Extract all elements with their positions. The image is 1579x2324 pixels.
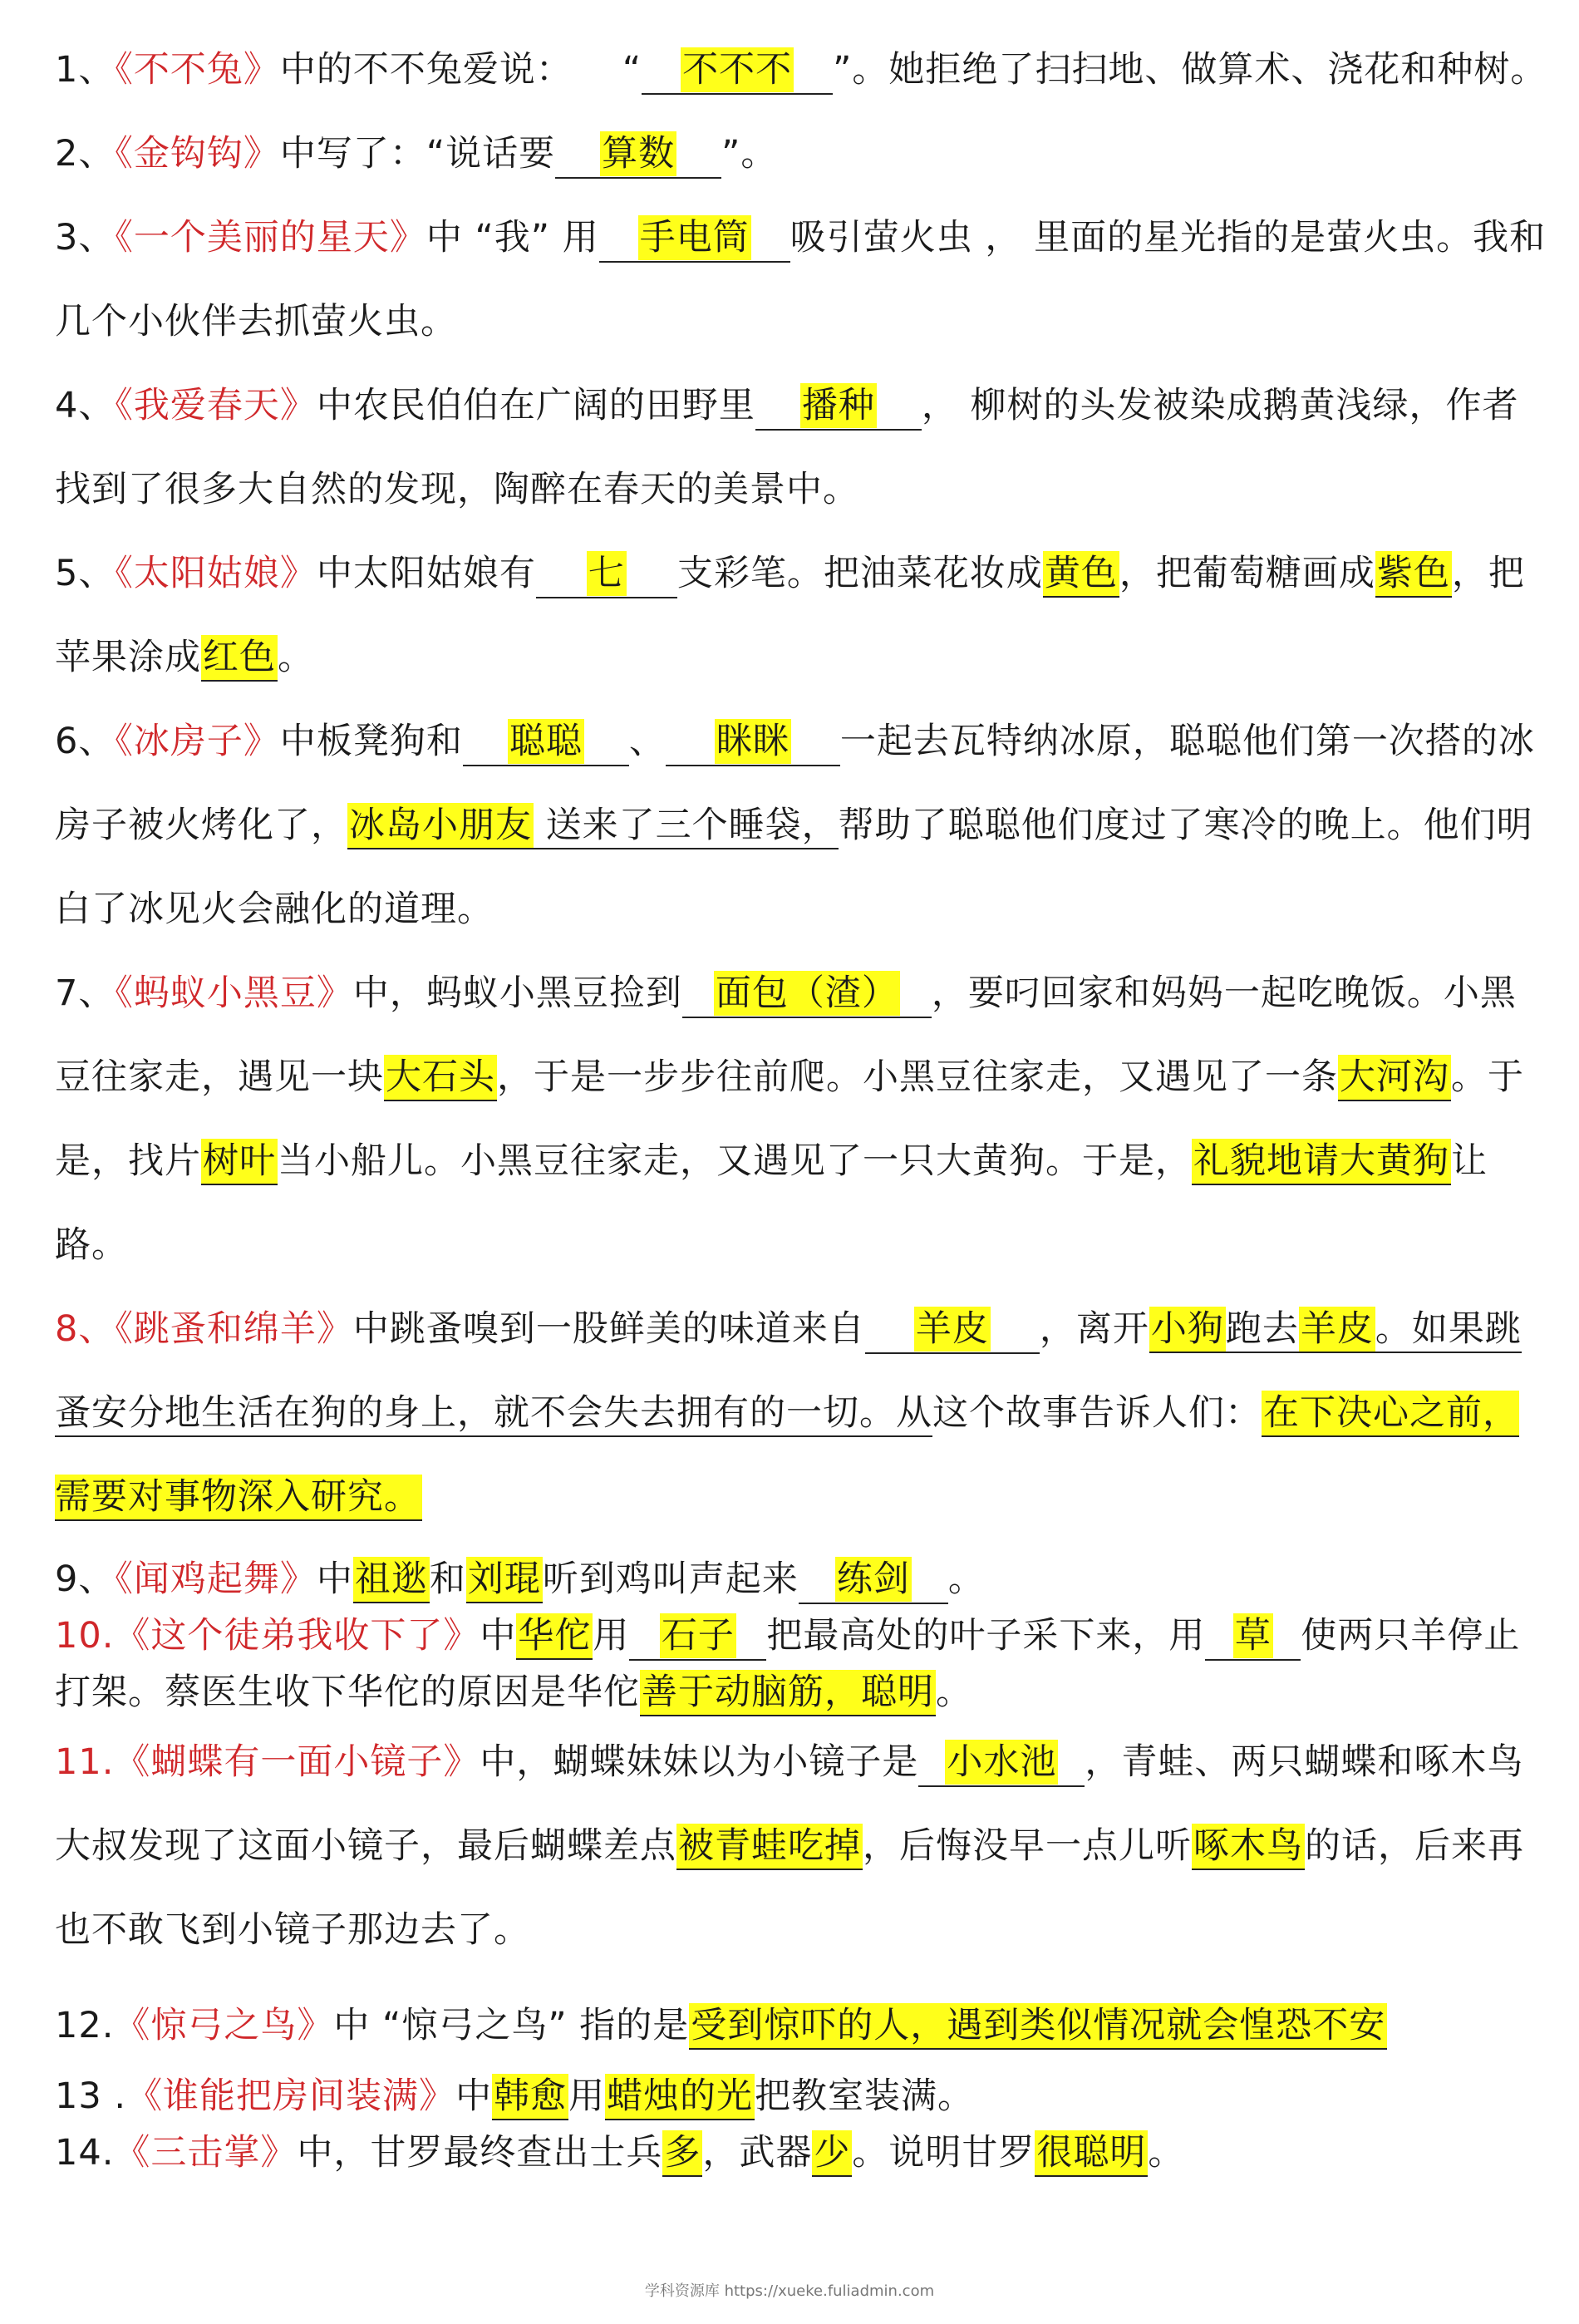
item-text: 。 <box>278 637 314 678</box>
item-number: 7、 <box>55 972 116 1014</box>
item-number: 3、 <box>55 217 116 258</box>
answer-blank <box>682 970 932 1018</box>
answer: 眯眯 <box>716 721 790 762</box>
story-title: 《蚂蚁小黑豆》 <box>115 972 353 1014</box>
story-title: 《金钩钩》 <box>115 133 280 175</box>
answer: 多 <box>662 2130 702 2177</box>
item-11 <box>55 1721 1551 1972</box>
answer-blank <box>755 382 922 431</box>
item-text: 。说明甘罗 <box>852 2132 1035 2174</box>
item-number: 4、 <box>55 385 116 426</box>
item-number: 14. <box>55 2132 115 2174</box>
item-text: 中农民伯伯在广阔的田野里 <box>316 385 755 426</box>
answer-blank <box>629 1613 766 1661</box>
answer: 羊皮 <box>1299 1307 1375 1353</box>
item-text: 。于是，找片 <box>55 1056 1524 1182</box>
answer: 羊皮 <box>915 1308 989 1350</box>
story-title: 《惊弓之鸟》 <box>114 2005 334 2046</box>
story-title: 《三击掌》 <box>114 2132 298 2174</box>
answer: 蜡烛的光 <box>605 2074 755 2120</box>
item-text: 当小船儿。小黑豆往家走，又遇见了一只大黄狗。于是， <box>278 1140 1192 1182</box>
answer-blank <box>536 550 677 598</box>
item-text: ，离开 <box>1039 1308 1149 1350</box>
answer: 韩愈 <box>492 2074 568 2120</box>
answer-blank <box>555 130 721 179</box>
item-text: 。如果跳蚤安分地生活在狗的身上，就不会失去拥有的一切。 <box>55 1308 1522 1437</box>
answer: 小狗 <box>1149 1307 1226 1353</box>
answer-blank <box>865 1306 1040 1354</box>
answer: 受到惊吓的人，遇到类似情况就会惶恐不安 <box>689 2003 1387 2050</box>
item-number: 2、 <box>55 133 116 175</box>
story-title: 《冰房子》 <box>115 721 280 762</box>
item-text: 中写了：“说话要 <box>279 133 556 175</box>
item-text: ，把葡萄糖画成 <box>1119 553 1375 594</box>
item-text: 中跳蚤嗅到一股鲜美的味道来自 <box>352 1308 865 1350</box>
item-text: 中 “惊弓之鸟” 指的是 <box>333 2005 690 2046</box>
item-text: 中 “我” 用 <box>425 217 599 258</box>
answer: 不不不 <box>682 49 793 91</box>
item-9 <box>55 1551 1551 1608</box>
story-title: 《蝴蝶有一面小镜子》 <box>114 1741 480 1783</box>
item-text: 。 <box>936 1672 972 1713</box>
item-text: 把最高处的叶子采下来，用 <box>766 1615 1206 1657</box>
item-12 <box>55 1984 1551 2068</box>
story-title: 《一个美丽的星天》 <box>115 217 426 258</box>
story-title: 《跳蚤和绵羊》 <box>115 1308 353 1350</box>
item-4 <box>55 364 1551 532</box>
item-text: ，要叼回家和妈妈一起吃晚饭。小黑豆往家走，遇见一块 <box>55 972 1517 1098</box>
item-text: 从 <box>896 1392 932 1437</box>
item-number: 9、 <box>55 1558 116 1600</box>
item-text: 中的不不兔爱说： <box>279 49 573 91</box>
answer: 树叶 <box>201 1139 278 1185</box>
item-text: 中板凳狗和 <box>279 721 463 762</box>
item-text: 中，蝴蝶妹妹以为小镜子是 <box>480 1741 919 1783</box>
worksheet <box>55 28 1551 2181</box>
item-text: ，青蛙、两只蝴蝶和啄木鸟大叔发现了这面小镜子，最后蝴蝶差点 <box>55 1741 1524 1867</box>
item-text: ”。 <box>721 133 778 175</box>
item-number: 8、 <box>55 1308 116 1350</box>
item-text: 和 <box>429 1558 466 1600</box>
item-number: 10. <box>55 1615 115 1657</box>
answer: 黄色 <box>1043 551 1119 598</box>
answer-blank <box>599 214 790 263</box>
answer: 送来了三个睡袋， <box>534 805 839 849</box>
item-text: “ <box>622 49 642 91</box>
answer: 七 <box>588 553 625 594</box>
answer: 少 <box>812 2130 852 2177</box>
item-text: ，武器 <box>702 2132 813 2174</box>
answer: 小水池 <box>947 1741 1057 1783</box>
item-text: 用 <box>568 2075 606 2117</box>
answer-blank <box>642 47 833 95</box>
answer: 祖逖 <box>353 1557 430 1603</box>
answer: 在下决心之前，需要对事物深入研究。 <box>55 1391 1519 1521</box>
story-title: 《闻鸡起舞》 <box>115 1558 317 1600</box>
item-7 <box>55 952 1551 1288</box>
story-title: 《谁能把房间装满》 <box>126 2075 456 2117</box>
item-text: 中，甘罗最终查出士兵 <box>297 2132 663 2174</box>
item-13 <box>55 2068 1551 2125</box>
item-number: 11. <box>55 1741 115 1783</box>
item-text: 使两只羊停止打架。蔡医生收下华佗的原因是华佗 <box>55 1615 1521 1713</box>
item-text: 跑去 <box>1226 1308 1299 1353</box>
story-title: 《太阳姑娘》 <box>115 553 317 594</box>
item-text: 的话，后来再也不敢飞到小镜子那边去了。 <box>55 1825 1524 1951</box>
item-text: 中，蚂蚁小黑豆捡到 <box>352 972 682 1014</box>
item-text: 支彩笔。把油菜花妆成 <box>676 553 1043 594</box>
item-text: 听到鸡叫声起来 <box>542 1558 799 1600</box>
item-text: 中太阳姑娘有 <box>316 553 536 594</box>
item-text: ，后悔没早一点儿听 <box>863 1825 1192 1867</box>
item-5 <box>55 532 1551 700</box>
item-text: 。 <box>947 1558 985 1600</box>
answer: 被青蛙吃掉 <box>676 1824 863 1870</box>
answer-blank <box>463 718 629 766</box>
answer: 石子 <box>661 1615 735 1657</box>
answer: 华佗 <box>516 1613 593 1660</box>
item-1 <box>55 28 1551 112</box>
item-text: 把教室装满。 <box>755 2075 975 2117</box>
answer: 冰岛小朋友 <box>347 803 534 849</box>
item-text: 用 <box>593 1615 630 1657</box>
item-text: 吸引萤火虫 ， 里面的星光指的是萤火虫。我和几个小伙伴去抓萤火虫。 <box>55 217 1547 342</box>
answer-blank <box>1205 1613 1301 1661</box>
item-text: 这个故事告诉人们： <box>932 1392 1262 1434</box>
answer: 面包（渣） <box>715 972 898 1014</box>
item-number: 5、 <box>55 553 116 594</box>
answer: 大河沟 <box>1338 1055 1451 1101</box>
item-text: ，于是一步步往前爬。小黑豆往家走，又遇见了一条 <box>497 1056 1338 1098</box>
answer: 善于动脑筋，聪明 <box>640 1670 936 1716</box>
answer: 算数 <box>602 133 676 175</box>
item-text: 一起去瓦特纳冰原，聪聪他们第一次搭的冰房子被火烤化了， <box>55 721 1535 846</box>
answer: 红色 <box>201 635 278 682</box>
answer-blank <box>666 718 840 766</box>
answer: 紫色 <box>1375 551 1452 598</box>
item-10 <box>55 1608 1551 1721</box>
answer: 大石头 <box>384 1055 497 1101</box>
story-title: 《我爱春天》 <box>115 385 317 426</box>
item-text: ，把苹果涂成 <box>55 553 1525 678</box>
item-text: 。 <box>1148 2132 1185 2174</box>
item-14 <box>55 2125 1551 2181</box>
item-text: ， 柳树的头发被染成鹅黄浅绿，作者找到了很多大自然的发现，陶醉在春天的美景中。 <box>55 385 1519 510</box>
item-number: 1、 <box>55 49 116 91</box>
answer: 播种 <box>801 385 875 426</box>
answer: 礼貌地请大黄狗 <box>1192 1139 1451 1185</box>
answer: 很聪明 <box>1035 2130 1148 2177</box>
story-title: 《这个徒弟我收下了》 <box>114 1615 480 1657</box>
item-text: 帮助了聪聪他们度过了寒冷的晚上。他们明白了冰见火会融化的道理。 <box>55 805 1533 930</box>
item-3 <box>55 196 1551 364</box>
item-number: 6、 <box>55 721 116 762</box>
item-text: ”。她拒绝了扫扫地、做算术、浇花和种树。 <box>833 49 1547 91</box>
item-number: 13 . <box>55 2075 127 2117</box>
answer: 练剑 <box>836 1558 910 1600</box>
item-text: 中 <box>455 2075 493 2117</box>
item-6 <box>55 700 1551 952</box>
story-title: 《不不兔》 <box>115 49 280 91</box>
item-text: 、 <box>628 721 666 762</box>
answer: 刘琨 <box>466 1557 543 1603</box>
answer-blank <box>918 1739 1085 1787</box>
item-text: 中 <box>316 1558 353 1600</box>
item-8 <box>55 1288 1551 1539</box>
item-text: 让路。 <box>55 1140 1488 1266</box>
answer: 啄木鸟 <box>1192 1824 1305 1870</box>
item-2 <box>55 112 1551 196</box>
footer-watermark: 学科资源库 https://xueke.fuliadmin.com <box>644 2282 935 2300</box>
item-text: 中 <box>480 1615 517 1657</box>
answer: 聪聪 <box>509 721 583 762</box>
answer: 手电筒 <box>639 217 750 258</box>
item-number: 12. <box>55 2005 115 2046</box>
answer-blank <box>799 1556 948 1604</box>
answer: 草 <box>1234 1615 1272 1657</box>
